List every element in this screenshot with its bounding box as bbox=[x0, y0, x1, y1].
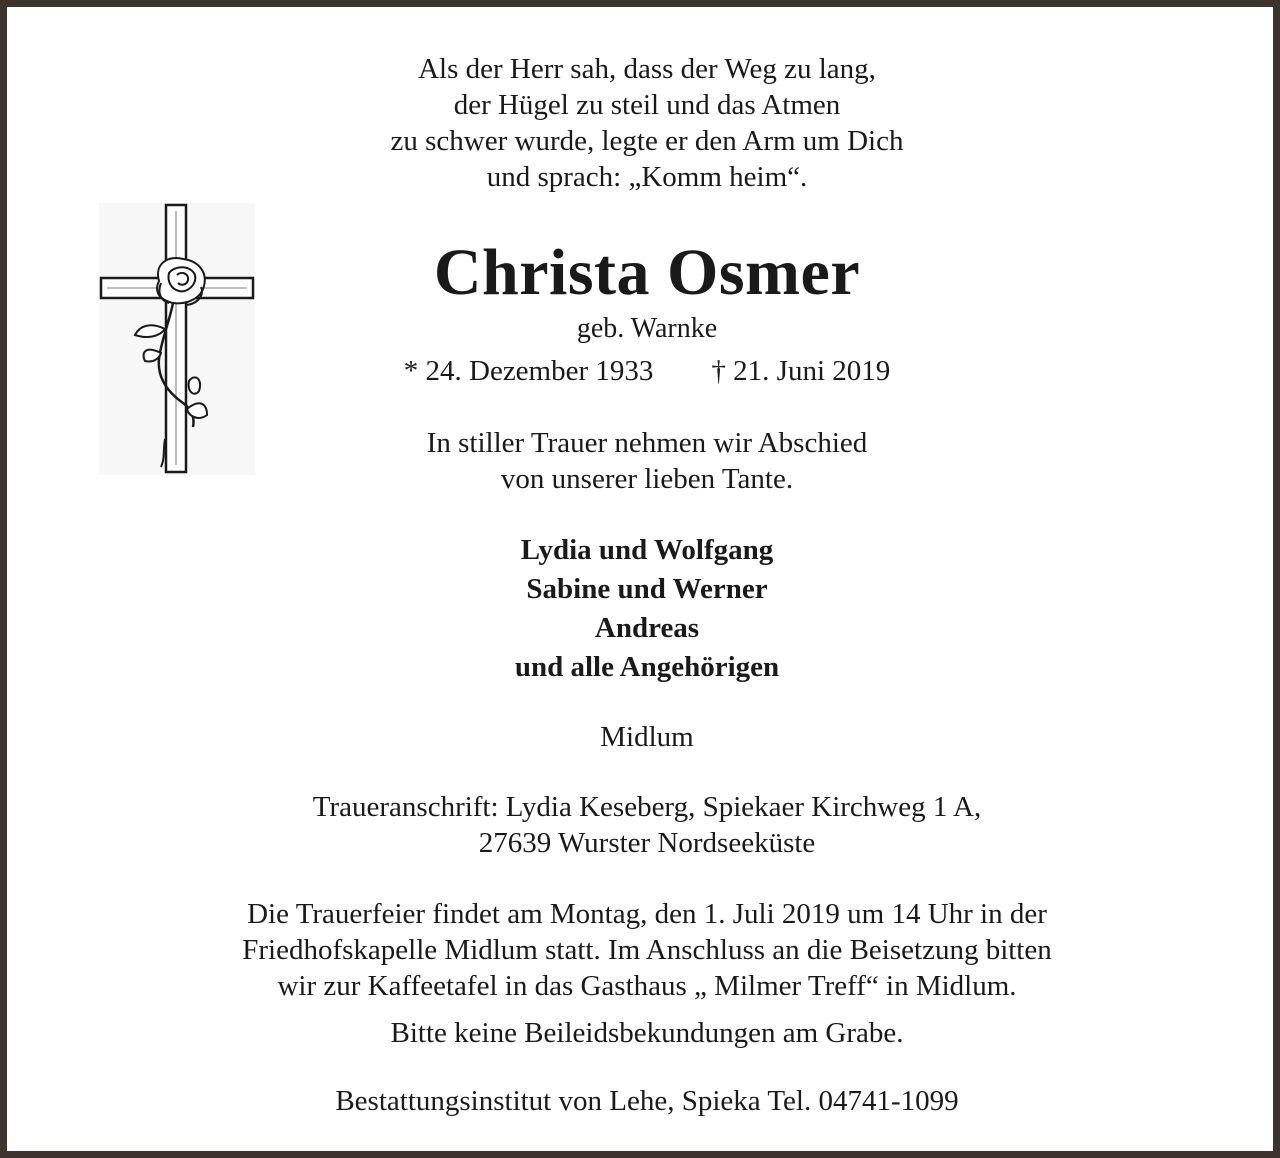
mourning-line: von unserer lieben Tante. bbox=[500, 463, 794, 495]
family-member: Sabine und Werner bbox=[526, 573, 768, 605]
ceremony-line: wir zur Kaffeetafel in das Gasthaus „ Milmer Treff“ in Midlum. bbox=[277, 970, 1017, 1002]
address-line: 27639 Wurster Nordseeküste bbox=[478, 827, 816, 859]
mourning-line: In stiller Trauer nehmen wir Abschied bbox=[426, 427, 868, 459]
mourning-address bbox=[7, 789, 1280, 861]
address-line: Traueranschrift: Lydia Keseberg, Spiekaer Kirchweg 1 A, bbox=[312, 791, 982, 823]
ceremony-line: Die Trauerfeier findet am Montag, den 1. Juli 2019 um 14 Uhr in der bbox=[247, 898, 1047, 930]
family-member: Andreas bbox=[594, 612, 700, 644]
deceased-name: Christa Osmer bbox=[433, 236, 861, 309]
poem-line: Als der Herr sah, dass der Weg zu lang, bbox=[418, 53, 876, 85]
family-member: und alle Angehörigen bbox=[514, 651, 780, 683]
life-dates bbox=[7, 351, 1280, 391]
place-name: Midlum bbox=[600, 721, 694, 753]
ceremony-line: Friedhofskapelle Midlum statt. Im Anschluss an die Beisetzung bitten bbox=[242, 934, 1052, 966]
condolence-request: Bitte keine Beileidsbekundungen am Grabe. bbox=[390, 1017, 904, 1049]
poem bbox=[7, 51, 1280, 195]
poem-line: zu schwer wurde, legte er den Arm um Dich bbox=[390, 125, 904, 157]
poem-line: und sprach: „Komm heim“. bbox=[486, 161, 808, 193]
ceremony-details bbox=[7, 896, 1280, 1004]
maiden-name: geb. Warnke bbox=[576, 313, 718, 344]
family-member: Lydia und Wolfgang bbox=[520, 534, 774, 566]
birth-date: * 24. Dezember 1933 bbox=[403, 355, 654, 387]
family-list bbox=[7, 531, 1280, 687]
undertaker-info: Bestattungsinstitut von Lehe, Spieka Tel. 04741-1099 bbox=[335, 1085, 959, 1117]
poem-line: der Hügel zu steil und das Atmen bbox=[453, 89, 841, 121]
death-date: † 21. Juni 2019 bbox=[711, 355, 891, 387]
mourning-text bbox=[7, 425, 1280, 497]
